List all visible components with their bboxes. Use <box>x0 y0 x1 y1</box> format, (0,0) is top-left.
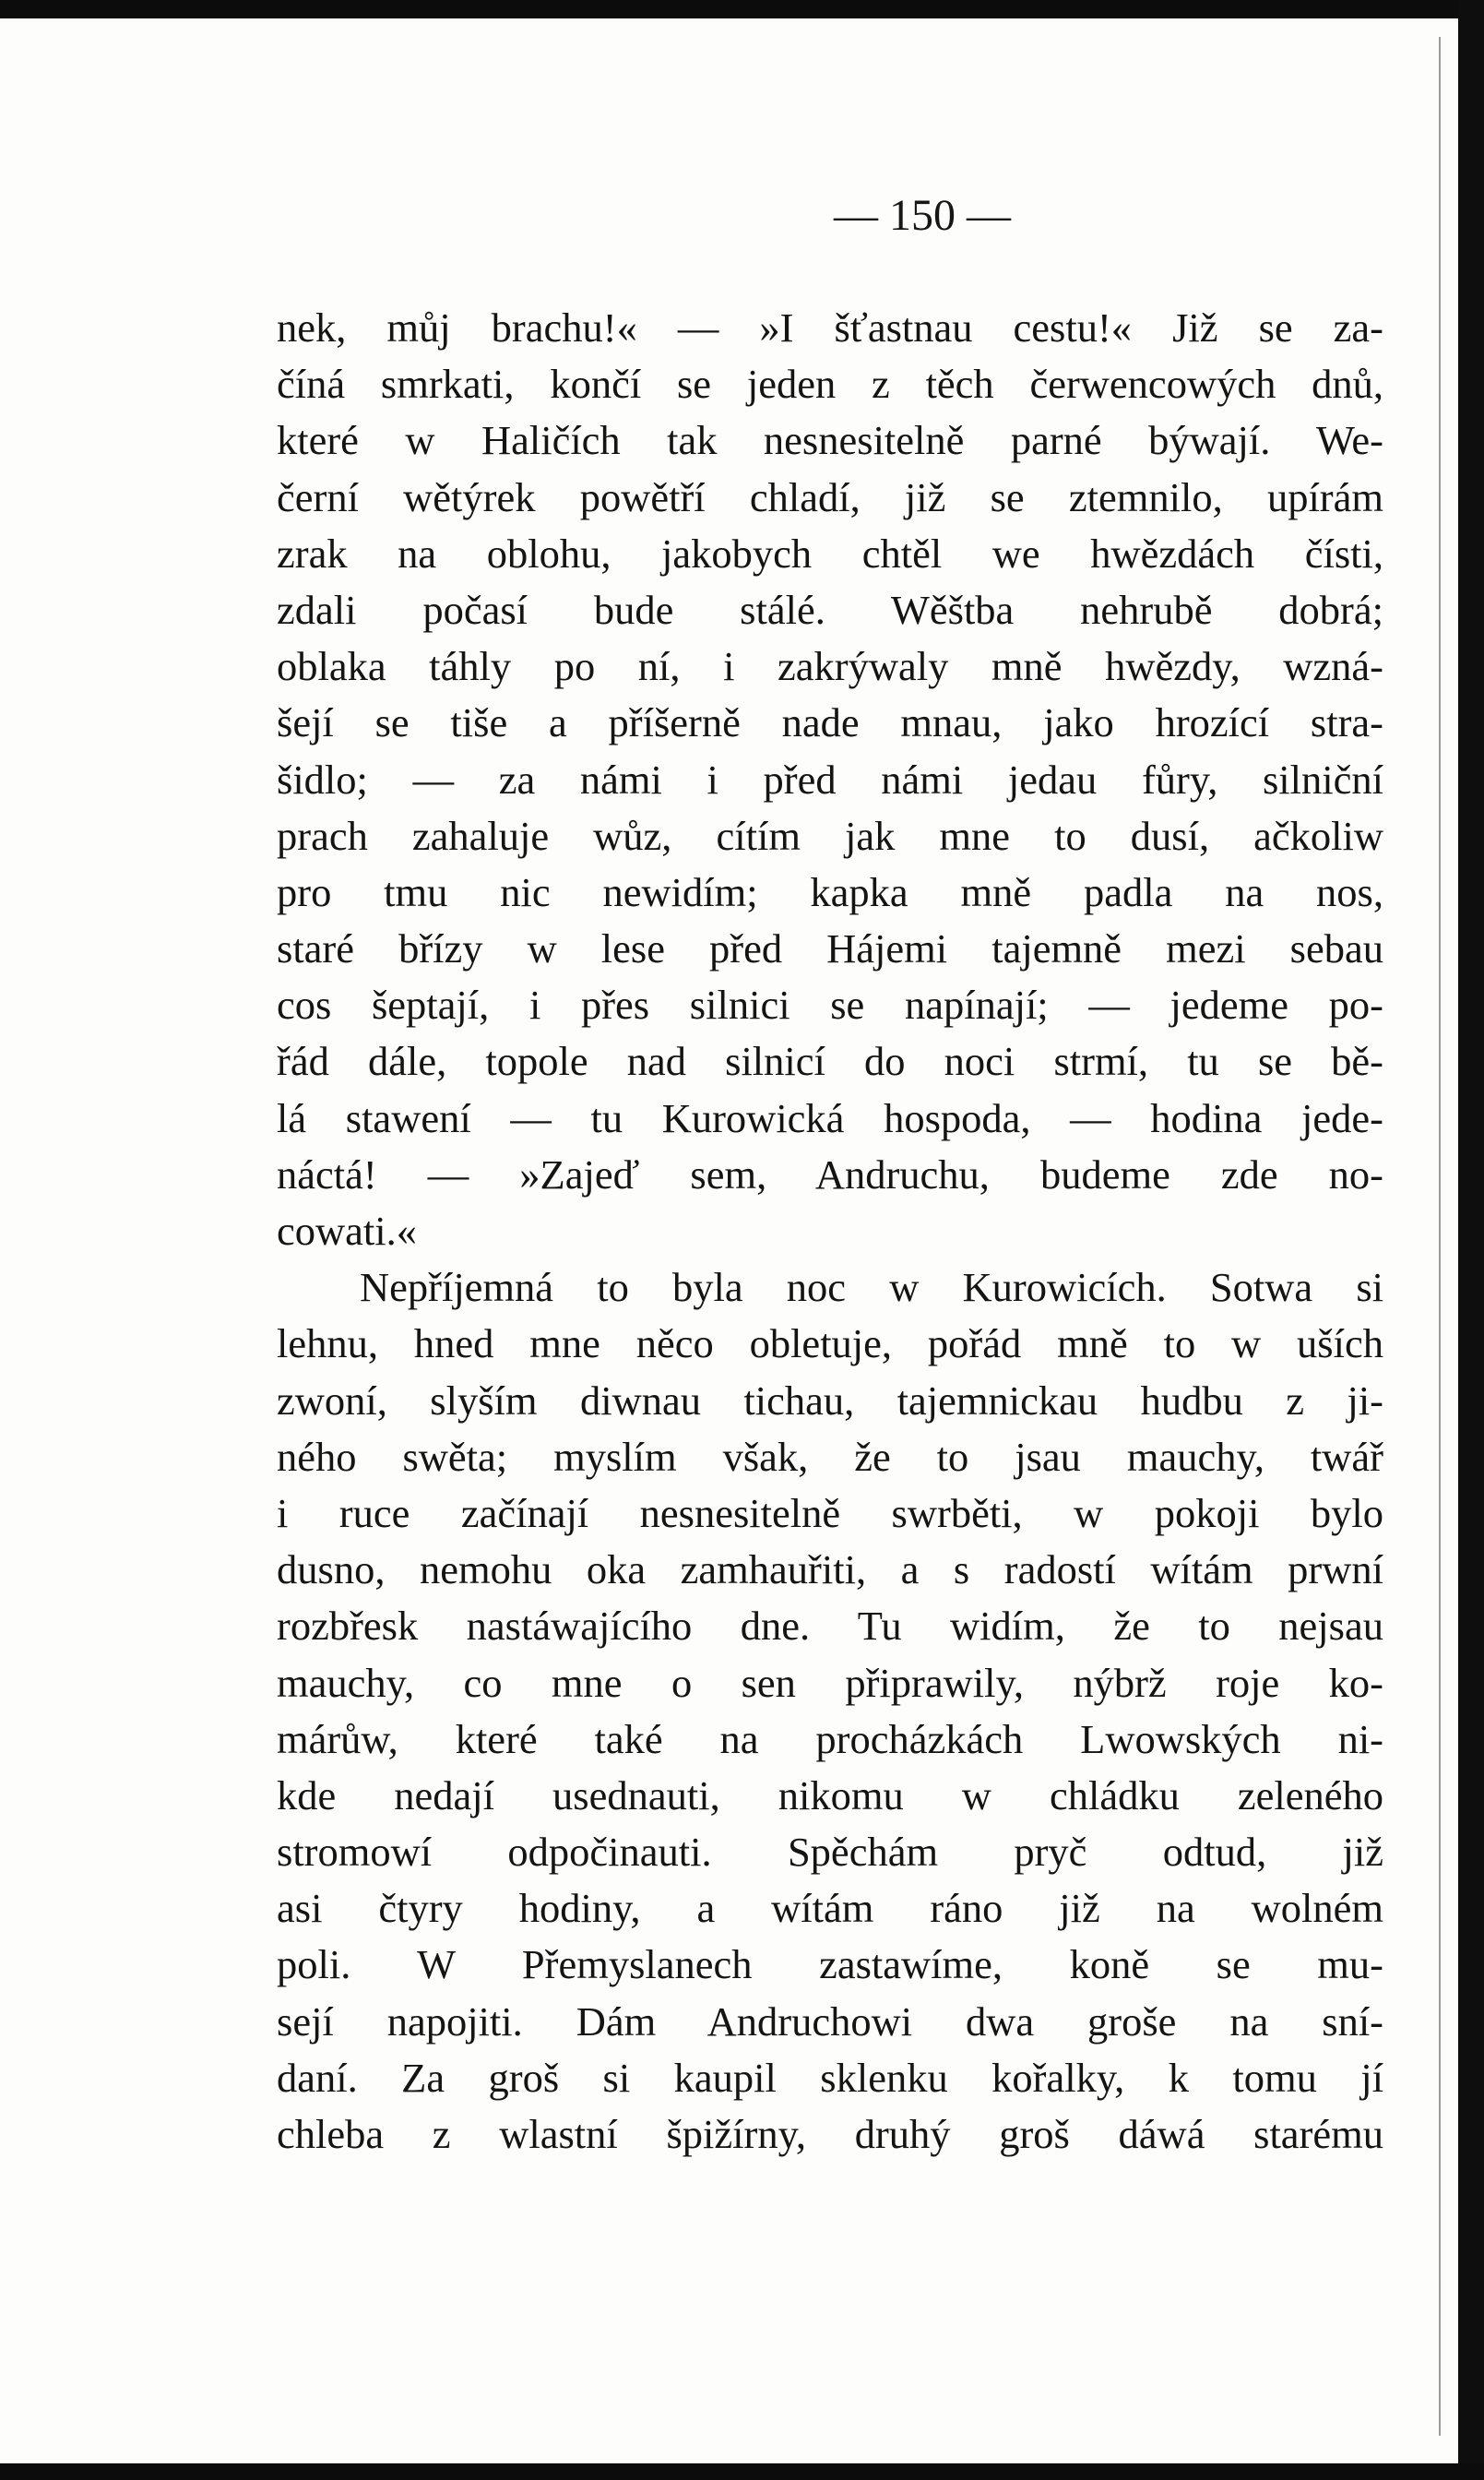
text-line: cos šeptají, i přes silnici se napínají; — jedeme po- <box>277 982 1383 1029</box>
text-line: zdali počasí bude stálé. Wěštba nehrubě dobrá; <box>277 586 1383 633</box>
text-line: náctá! — »Zajeď sem, Andruchu, budeme zde no- <box>277 1151 1383 1198</box>
text-line: sejí napojiti. Dám Andruchowi dwa groše na sní- <box>277 1997 1383 2045</box>
text-line: šidlo; — za námi i před námi jedau fůry, silniční <box>277 756 1383 803</box>
text-line: rozbřesk nastáwajícího dne. Tu widím, že to nejsau <box>277 1603 1383 1650</box>
text-line: pro tmu nic newidím; kapka mně padla na nos, <box>277 868 1383 915</box>
text-line: poli. W Přemyslanech zastawíme, koně se mu- <box>277 1941 1383 1988</box>
text-line: kde nedají usednauti, nikomu w chládku zeleného <box>277 1771 1383 1818</box>
text-line: daní. Za groš si kaupil sklenku kořalky, k tomu jí <box>277 2054 1383 2101</box>
text-line: márůw, které také na procházkách Lwowských ni- <box>277 1715 1383 1762</box>
text-line: číná smrkati, končí se jeden z těch čerwencowých dnů, <box>277 361 1383 408</box>
page-edge <box>1439 37 1441 2436</box>
text-line: asi čtyry hodiny, a wítám ráno již na wolném <box>277 1885 1383 1932</box>
text-line: chleba z wlastní špižírny, druhý groš dáwá starému <box>277 2111 1383 2157</box>
text-line: oblaka táhly po ní, i zakrýwaly mně hwězdy, wzná- <box>277 643 1383 690</box>
text-line: i ruce začínají nesnesitelně swrběti, w pokoji bylo <box>277 1489 1383 1536</box>
text-line: mauchy, co mne o sen připrawily, nýbrž roje ko- <box>277 1659 1383 1706</box>
text-line: lá stawení — tu Kurowická hospoda, — hodina jede- <box>277 1094 1383 1141</box>
body-text <box>277 300 1383 2163</box>
text-line: řád dále, topole nad silnicí do noci strmí, tu se bě- <box>277 1038 1383 1085</box>
scan-border-top <box>0 0 1484 18</box>
text-line: prach zahaluje wůz, cítím jak mne to dusí, ačkoliw <box>277 812 1383 859</box>
scan-border-right <box>1458 0 1484 2480</box>
text-line: které w Haličích tak nesnesitelně parné býwají. We- <box>277 417 1383 464</box>
paragraph-end-line: cowati.« <box>277 1208 417 1254</box>
text-line: lehnu, hned mne něco obletuje, pořád mně to w uších <box>277 1320 1383 1367</box>
text-line: zwoní, slyším diwnau tichau, tajemnickau hudbu z ji- <box>277 1377 1383 1424</box>
page-number-header: — 150 — <box>834 191 1011 240</box>
text-line: staré břízy w lese před Hájemi tajemně mezi sebau <box>277 925 1383 972</box>
text-line: černí wětýrek powětří chladí, již se ztemnilo, upírám <box>277 473 1383 520</box>
text-line: stromowí odpočinauti. Spěchám pryč odtud, již <box>277 1829 1383 1876</box>
text-line: dusno, nemohu oka zamhauřiti, a s radostí wítám prwní <box>277 1546 1383 1593</box>
text-line: šejí se tiše a příšerně nade mnau, jako hrozící stra- <box>277 699 1383 746</box>
paragraph-start-line: Nepříjemná to byla noc w Kurowicích. Sotwa si <box>360 1264 1383 1311</box>
text-line: zrak na oblohu, jakobych chtěl we hwězdách čísti, <box>277 530 1383 577</box>
text-line: ného swěta; myslím však, že to jsau mauchy, twář <box>277 1433 1383 1480</box>
text-line: nek, můj brachu!« — »I šťastnau cestu!« Již se za- <box>277 304 1383 351</box>
scan-border-bottom <box>0 2463 1484 2480</box>
